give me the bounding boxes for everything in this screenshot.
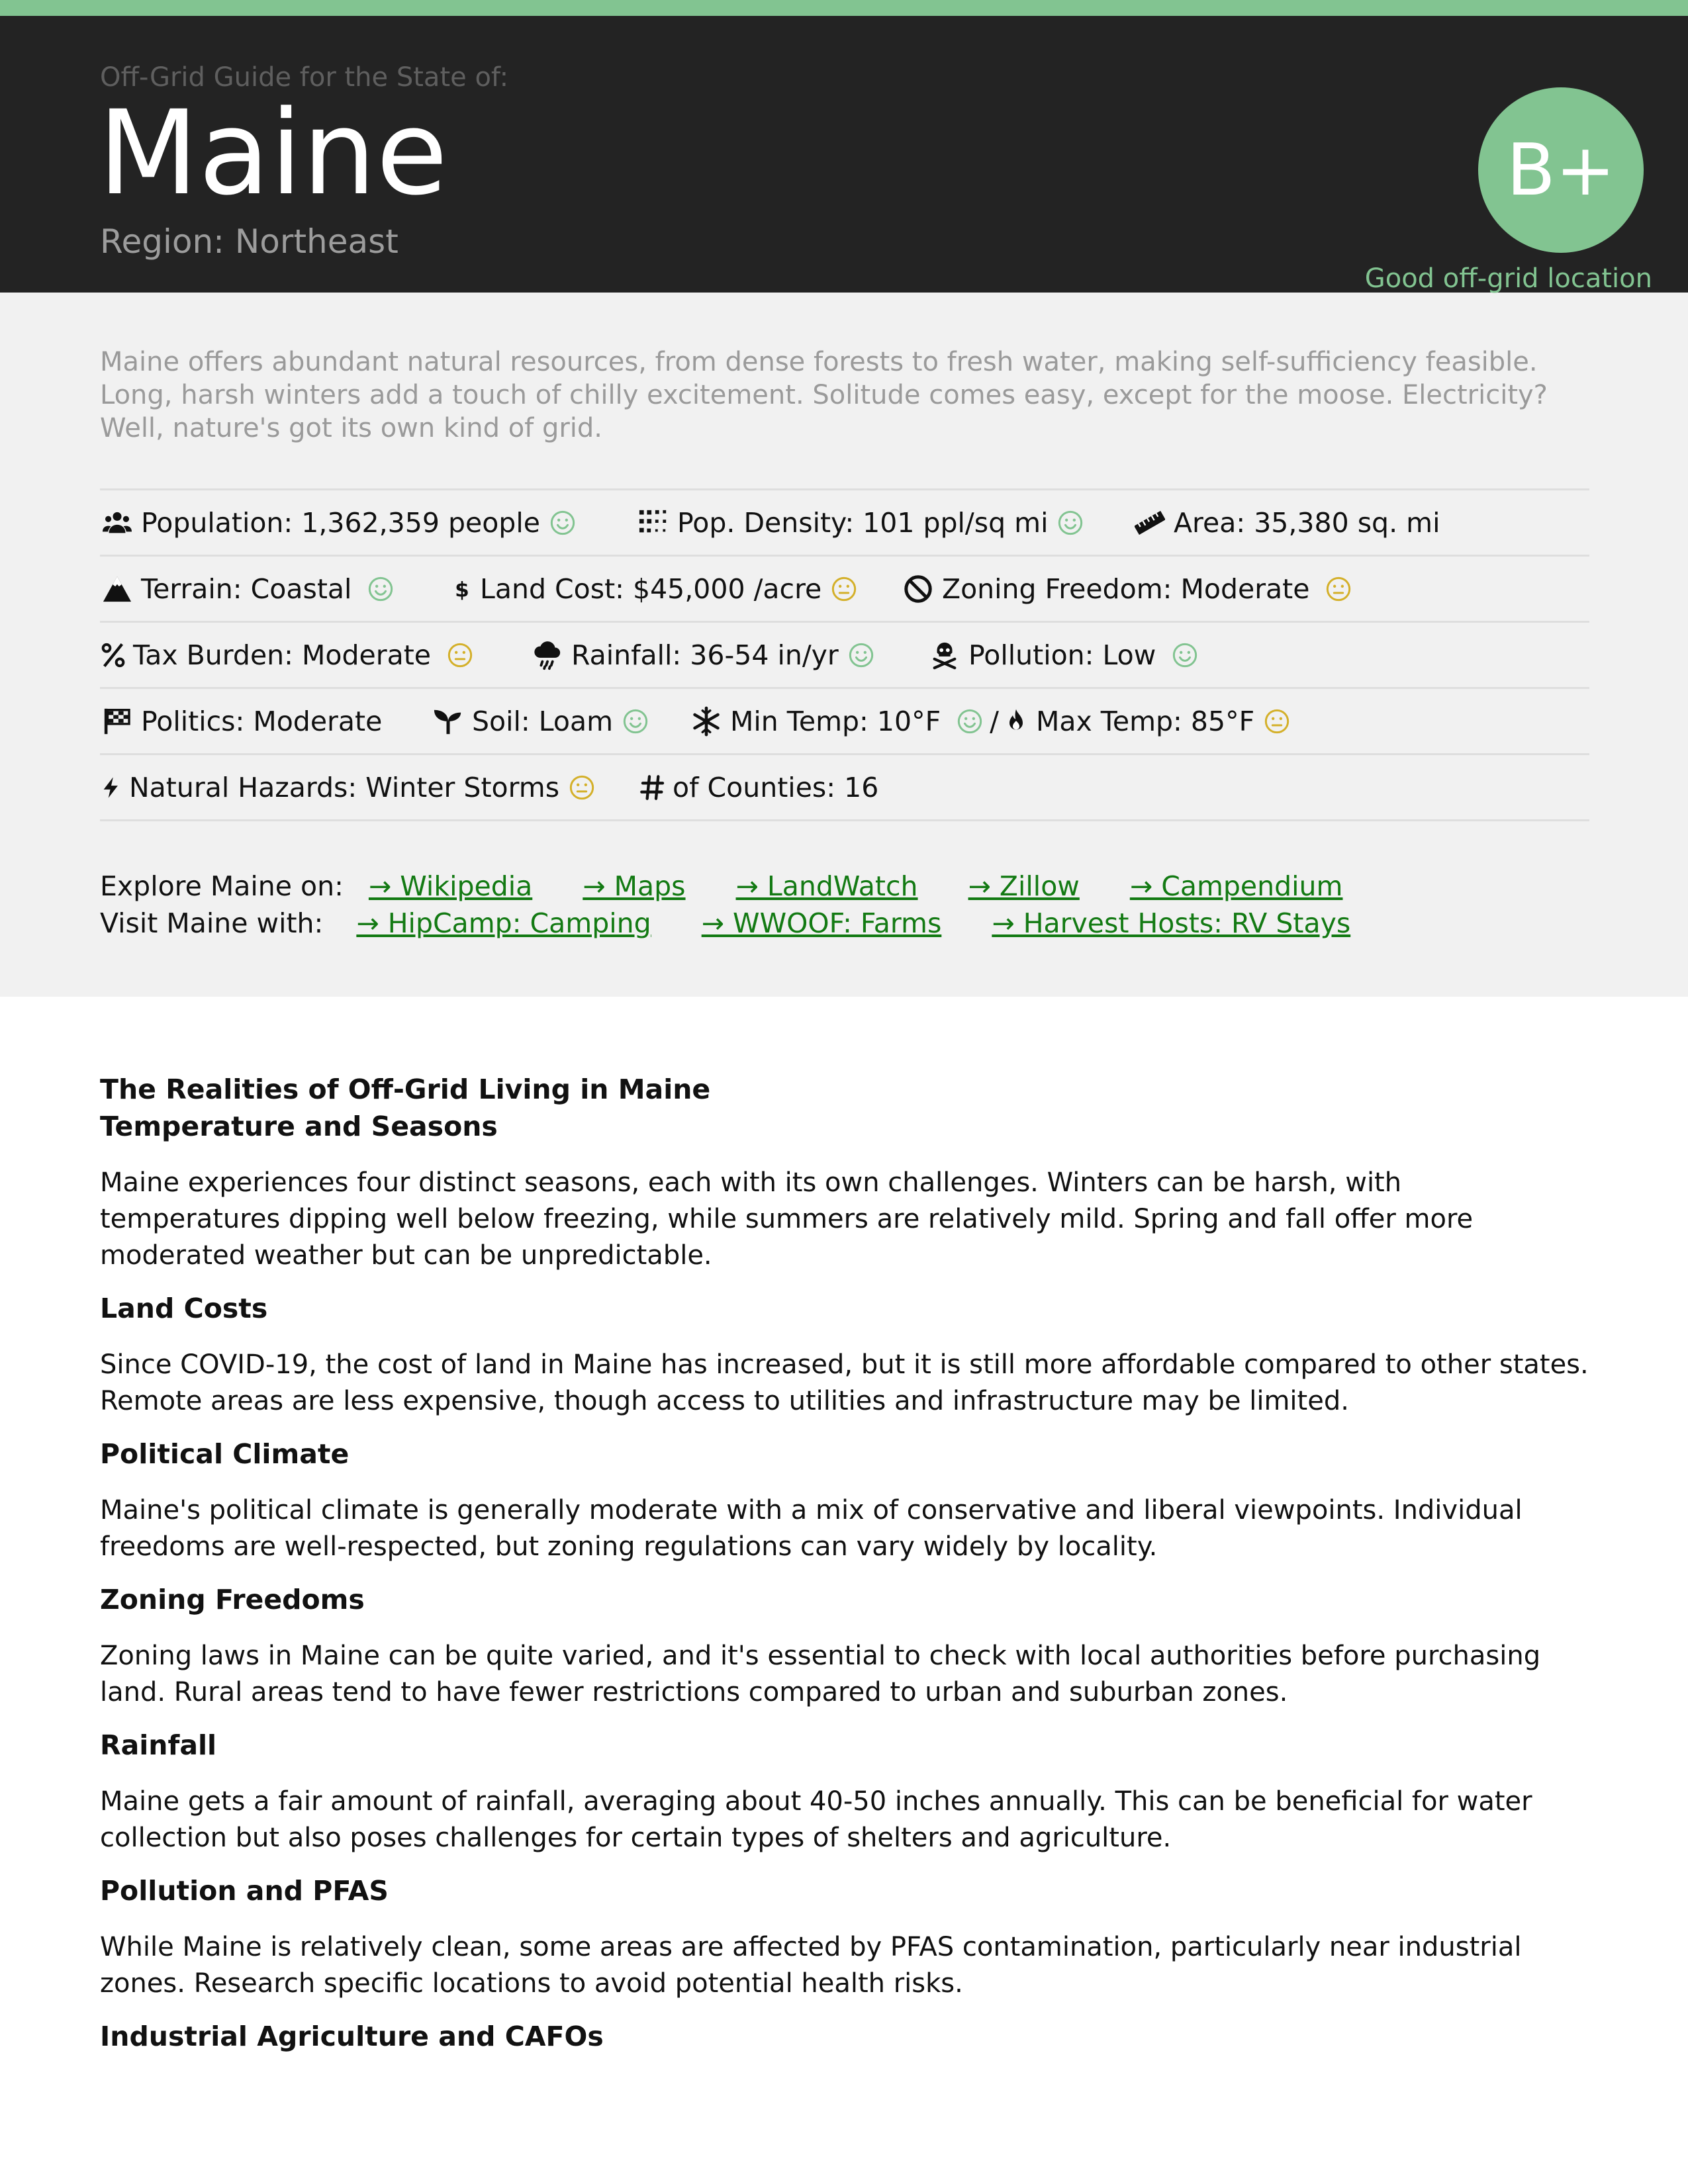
stats-table bbox=[100, 488, 1589, 821]
mountain-icon bbox=[100, 572, 134, 606]
smile-face-icon bbox=[549, 510, 576, 536]
link-wikipedia[interactable]: → Wikipedia bbox=[368, 870, 533, 902]
percent-icon bbox=[100, 638, 126, 672]
explore-links-row bbox=[100, 868, 1588, 905]
neutral-face-icon bbox=[831, 576, 857, 602]
smile-face-icon bbox=[1172, 642, 1198, 668]
section-heading: Temperature and Seasons bbox=[100, 1111, 498, 1142]
stat-row bbox=[100, 689, 1589, 755]
stat-density: Pop. Density: 101 ppl/sq mi bbox=[636, 506, 1133, 540]
dollar-icon bbox=[451, 572, 473, 606]
grade-description: Good off-grid location bbox=[1364, 263, 1652, 294]
hashtag-icon bbox=[639, 770, 666, 805]
stat-row bbox=[100, 623, 1589, 689]
ruler-icon bbox=[1133, 506, 1167, 540]
smile-face-icon bbox=[622, 708, 649, 735]
link-maps[interactable]: → Maps bbox=[583, 870, 686, 902]
section-heading: Land Costs bbox=[100, 1293, 268, 1324]
section-body: Maine experiences four distinct seasons, each with its own challenges. Winters can be harsh, with temperatures dipping well below freezing, while summers are relatively mild. Spring and fall offer more moderated weather but can be unpredictable. bbox=[100, 1167, 1474, 1271]
link-zillow[interactable]: → Zillow bbox=[968, 870, 1080, 902]
seedling-icon bbox=[431, 704, 465, 739]
grade-badge: B+ bbox=[1478, 87, 1644, 253]
article-title: The Realities of Off-Grid Living in Maine bbox=[100, 1073, 711, 1105]
neutral-face-icon bbox=[447, 642, 473, 668]
section-body: Zoning laws in Maine can be quite varied, and it's essential to check with local authorities before purchasing land. Rural areas tend to have fewer restrictions compared to urban and suburban zones. bbox=[100, 1641, 1541, 1707]
users-icon bbox=[100, 506, 134, 540]
temp-separator: / bbox=[990, 705, 999, 737]
link-campendium[interactable]: → Campendium bbox=[1129, 870, 1343, 902]
stat-area: Area: 35,380 sq. mi bbox=[1133, 506, 1440, 540]
neutral-face-icon bbox=[1264, 708, 1290, 735]
stat-soil: Soil: Loam bbox=[431, 704, 689, 739]
stat-max-temp: Max Temp: 85°F bbox=[1003, 704, 1290, 739]
stat-terrain: Terrain: Coastal bbox=[100, 572, 451, 606]
section-body: Maine's political climate is generally moderate with a mix of conservative and liberal viewpoints. Individual freedoms are well-respected, but zoning regulations can vary widely by locality. bbox=[100, 1495, 1523, 1562]
intro-text: Maine offers abundant natural resources, from dense forests to fresh water, making self-sufficiency feasible. Long, harsh winters add a touch of chilly excitement. Solitude comes easy, except for the moose. Electricity? Well, nature's got its own kind of grid. bbox=[100, 347, 1548, 443]
skull-crossbones-icon bbox=[927, 638, 962, 672]
grid-dots-icon bbox=[636, 506, 671, 540]
stat-land-cost: $ Land Cost: $45,000 /acre bbox=[451, 572, 901, 606]
stat-zoning: Zoning Freedom: Moderate bbox=[901, 572, 1352, 606]
visit-label: Visit Maine with: bbox=[100, 907, 324, 939]
explore-label: Explore Maine on: bbox=[100, 870, 344, 902]
link-wwoof[interactable]: → WWOOF: Farms bbox=[701, 907, 942, 939]
section-heading: Rainfall bbox=[100, 1729, 217, 1761]
stat-row bbox=[100, 490, 1589, 557]
flag-icon bbox=[100, 704, 134, 739]
visit-links-row bbox=[100, 905, 1588, 942]
neutral-face-icon bbox=[1325, 576, 1352, 602]
region-label: Region: Northeast bbox=[100, 222, 399, 261]
ban-icon bbox=[901, 572, 935, 606]
bolt-icon bbox=[100, 770, 122, 805]
stat-population: Population: 1,362,359 people bbox=[100, 506, 636, 540]
guide-kicker: Off-Grid Guide for the State of: bbox=[100, 62, 509, 93]
link-harvest-hosts[interactable]: → Harvest Hosts: RV Stays bbox=[992, 907, 1351, 939]
stat-counties: of Counties: 16 bbox=[639, 770, 878, 805]
section-heading: Political Climate bbox=[100, 1438, 350, 1470]
fire-icon bbox=[1003, 704, 1029, 739]
section-body: Since COVID-19, the cost of land in Maine has increased, but it is still more affordable compared to other states. Remote areas are less expensive, though access to utilities and infrastructure may be limited. bbox=[100, 1349, 1589, 1416]
snowflake-icon bbox=[689, 704, 724, 739]
stat-row bbox=[100, 557, 1589, 623]
state-header bbox=[0, 16, 1688, 293]
link-landwatch[interactable]: → LandWatch bbox=[735, 870, 918, 902]
smile-face-icon bbox=[1057, 510, 1084, 536]
section-heading: Zoning Freedoms bbox=[100, 1584, 365, 1615]
link-hipcamp[interactable]: → HipCamp: Camping bbox=[356, 907, 651, 939]
article bbox=[0, 997, 1688, 2055]
summary-panel bbox=[0, 293, 1688, 997]
stat-row bbox=[100, 755, 1589, 821]
stat-min-temp: Min Temp: 10°F bbox=[689, 704, 983, 739]
svg-text:$: $ bbox=[455, 577, 469, 602]
top-accent-bar bbox=[0, 0, 1688, 16]
cloud-rain-icon bbox=[530, 638, 565, 672]
section-body: Maine gets a fair amount of rainfall, averaging about 40-50 inches annually. This can be beneficial for water collection but also poses challenges for certain types of shelters and agriculture. bbox=[100, 1786, 1532, 1853]
stat-pollution: Pollution: Low bbox=[927, 638, 1198, 672]
smile-face-icon bbox=[367, 576, 394, 602]
resource-links bbox=[100, 868, 1588, 942]
stat-rainfall: Rainfall: 36-54 in/yr bbox=[530, 638, 927, 672]
section-heading: Industrial Agriculture and CAFOs bbox=[100, 2021, 604, 2052]
stat-tax: Tax Burden: Moderate bbox=[100, 638, 530, 672]
stat-hazards: Natural Hazards: Winter Storms bbox=[100, 770, 639, 805]
section-heading: Pollution and PFAS bbox=[100, 1875, 389, 1907]
state-title: Maine bbox=[98, 85, 448, 221]
section-body: While Maine is relatively clean, some areas are affected by PFAS contamination, particularly near industrial zones. Research specific locations to avoid potential health risks. bbox=[100, 1932, 1522, 1999]
smile-face-icon bbox=[848, 642, 874, 668]
neutral-face-icon bbox=[569, 774, 595, 801]
stat-politics: Politics: Moderate bbox=[100, 704, 431, 739]
smile-face-icon bbox=[957, 708, 983, 735]
